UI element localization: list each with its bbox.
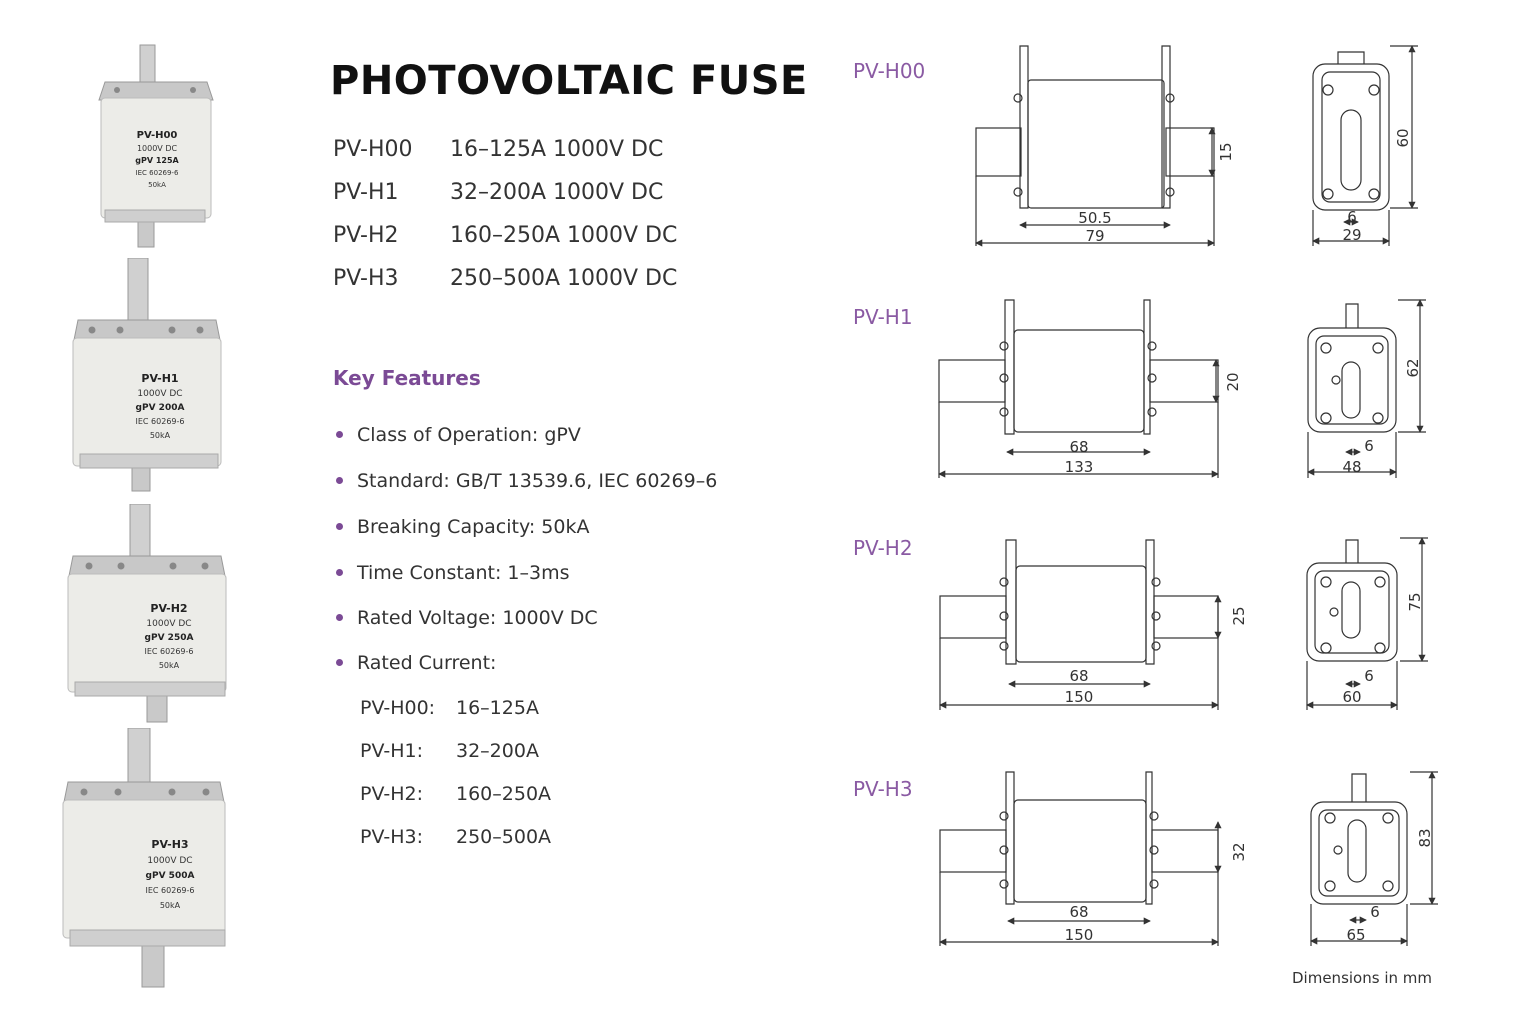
feature-text: Rated Current:: [357, 652, 497, 674]
fuse-photo-standard: IEC 60269-6: [144, 647, 194, 656]
fuse-photo-model: PV-H2: [150, 602, 188, 615]
dim-body: 68: [1069, 667, 1089, 685]
feature-text: Breaking Capacity: 50kA: [357, 516, 590, 538]
drawing-label: PV-H3: [853, 777, 913, 801]
dim-blade: 32: [1230, 842, 1248, 862]
dim-width: 65: [1346, 926, 1366, 944]
feature-text: Rated Voltage: 1000V DC: [357, 607, 598, 629]
spec-rating: 16–125A 1000V DC: [450, 137, 664, 162]
fuse-photo-standard: IEC 60269-6: [135, 417, 185, 426]
dim-slot: 6: [1364, 437, 1374, 455]
spec-rating: 160–250A 1000V DC: [450, 223, 678, 248]
fuse-photo-capacity: 50kA: [158, 661, 180, 670]
dim-height: 60: [1394, 128, 1412, 148]
dim-width: 60: [1342, 688, 1362, 706]
spec-model: PV-H00: [333, 137, 413, 162]
feature-text: Class of Operation: gPV: [357, 424, 581, 446]
dim-slot: 6: [1364, 667, 1374, 685]
fuse-photo-capacity: 50kA: [159, 901, 181, 910]
dim-slot: 6: [1347, 208, 1357, 226]
rated-current-range: 160–250A: [456, 783, 552, 805]
drawing-label: PV-H00: [853, 59, 926, 83]
dim-width: 29: [1342, 226, 1362, 244]
fuse-photo-voltage: 1000V DC: [147, 856, 193, 866]
fuse-photo-capacity: 50kA: [148, 181, 166, 189]
dim-height: 75: [1406, 592, 1424, 612]
fuse-photo-class: gPV 125A: [135, 156, 179, 165]
fuse-photo-voltage: 1000V DC: [137, 389, 183, 399]
dim-body: 50.5: [1078, 209, 1112, 227]
rated-current-model: PV-H2:: [360, 783, 423, 805]
dim-overall: 133: [1064, 458, 1094, 476]
rated-current-model: PV-H3:: [360, 826, 423, 848]
spec-model: PV-H2: [333, 223, 399, 248]
spec-model: PV-H3: [333, 266, 399, 291]
fuse-photo-model: PV-H00: [136, 130, 178, 141]
dim-slot: 6: [1370, 903, 1380, 921]
fuse-photo-capacity: 50kA: [149, 431, 171, 440]
feature-text: Time Constant: 1–3ms: [357, 562, 570, 584]
fuse-photo-voltage: 1000V DC: [136, 144, 178, 153]
dim-body: 68: [1069, 438, 1089, 456]
dim-body: 68: [1069, 903, 1089, 921]
units-note: Dimensions in mm: [1292, 969, 1432, 987]
spec-rating: 32–200A 1000V DC: [450, 180, 664, 205]
dim-height: 83: [1416, 828, 1434, 848]
rated-current-model: PV-H1:: [360, 740, 423, 762]
fuse-photo-model: PV-H1: [141, 372, 179, 385]
fuse-photo-class: gPV 250A: [144, 633, 194, 643]
fuse-photo-standard: IEC 60269-6: [135, 169, 179, 177]
dim-blade: 25: [1230, 606, 1248, 626]
fuse-photo-model: PV-H3: [151, 838, 189, 851]
dim-overall: 150: [1064, 926, 1094, 944]
dim-width: 48: [1342, 458, 1362, 476]
drawing-label: PV-H2: [853, 536, 913, 560]
fuse-photo-standard: IEC 60269-6: [145, 886, 195, 895]
rated-current-model: PV-H00:: [360, 697, 436, 719]
drawing-label: PV-H1: [853, 305, 913, 329]
spec-model: PV-H1: [333, 180, 399, 205]
dim-overall: 79: [1085, 227, 1105, 245]
spec-rating: 250–500A 1000V DC: [450, 266, 678, 291]
dim-blade: 15: [1217, 142, 1235, 162]
rated-current-range: 32–200A: [456, 740, 539, 762]
fuse-photo-class: gPV 500A: [145, 871, 195, 881]
dim-overall: 150: [1064, 688, 1094, 706]
fuse-photo-voltage: 1000V DC: [146, 619, 192, 629]
key-features-heading: Key Features: [333, 366, 481, 390]
feature-text: Standard: GB/T 13539.6, IEC 60269–6: [357, 470, 718, 492]
rated-current-range: 250–500A: [456, 826, 552, 848]
fuse-photo-class: gPV 200A: [135, 403, 185, 413]
page-title: PHOTOVOLTAIC FUSE: [330, 58, 808, 104]
dim-blade: 20: [1224, 372, 1242, 392]
dim-height: 62: [1404, 358, 1422, 378]
rated-current-range: 16–125A: [456, 697, 539, 719]
